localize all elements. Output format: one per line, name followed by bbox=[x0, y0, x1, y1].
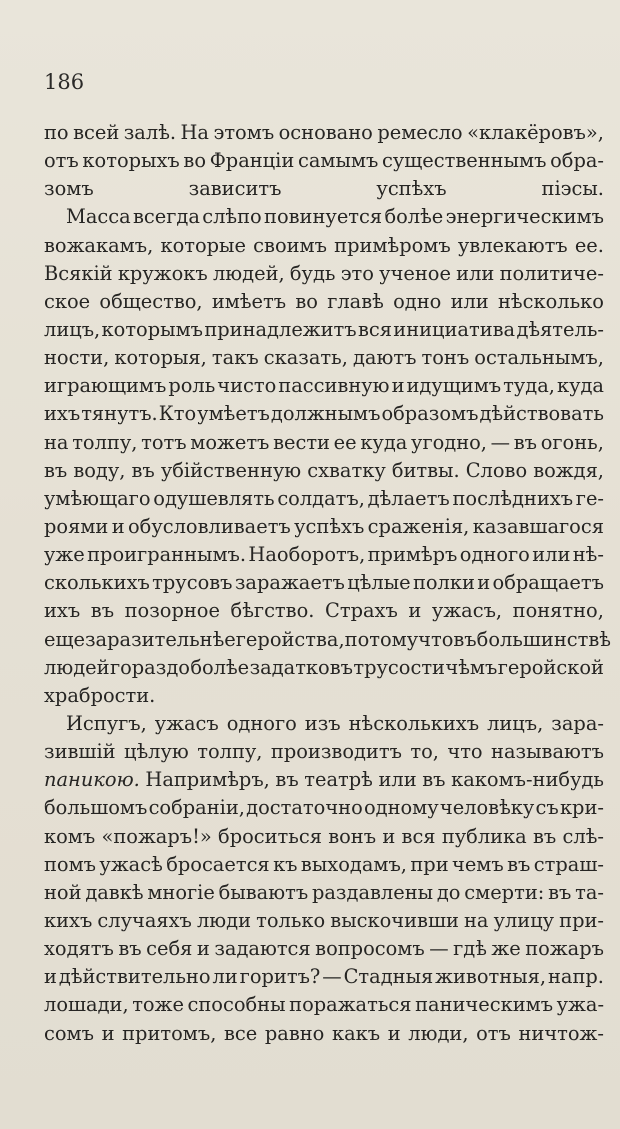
word: притомъ, bbox=[122, 1021, 217, 1045]
word: равно bbox=[264, 1021, 325, 1045]
word: — bbox=[322, 965, 342, 989]
word: примѣръ bbox=[367, 543, 458, 567]
word: ли bbox=[212, 965, 238, 989]
word: ее bbox=[333, 430, 357, 454]
word: называютъ bbox=[491, 740, 604, 764]
word: во bbox=[183, 149, 207, 173]
word: въ bbox=[453, 627, 477, 651]
text-line bbox=[44, 851, 604, 879]
word: въ bbox=[513, 430, 538, 454]
word: одному bbox=[363, 796, 439, 820]
word: чисто bbox=[217, 374, 277, 398]
word: въ bbox=[422, 768, 446, 792]
word: пожаръ bbox=[525, 937, 604, 961]
text-line bbox=[44, 429, 604, 457]
word: дѣйствительно bbox=[58, 965, 211, 989]
text-line bbox=[44, 907, 604, 935]
paragraph bbox=[44, 203, 611, 710]
word: улицу bbox=[493, 908, 555, 932]
word: ужасѣ bbox=[99, 852, 163, 876]
word: производитъ bbox=[270, 740, 402, 764]
word: обусловливаетъ bbox=[127, 514, 291, 538]
word: только bbox=[256, 908, 326, 932]
word: вожакамъ, bbox=[44, 233, 154, 257]
word: въ bbox=[275, 768, 299, 792]
word: умѣющаго bbox=[44, 486, 151, 510]
word: піэсы. bbox=[541, 177, 604, 201]
word: большинствѣ bbox=[476, 627, 611, 651]
word: раздавлены bbox=[311, 880, 434, 904]
word: чѣмъ bbox=[445, 655, 498, 679]
word: слѣпо bbox=[202, 205, 262, 229]
text-line bbox=[44, 457, 604, 485]
word: вся bbox=[401, 824, 436, 848]
word: ужасъ bbox=[154, 711, 219, 735]
word: комъ bbox=[44, 824, 96, 848]
word: или bbox=[378, 768, 417, 792]
word: заразительнѣе bbox=[84, 627, 236, 651]
text-line bbox=[44, 626, 611, 654]
word: одного bbox=[459, 543, 530, 567]
word: лицъ, bbox=[487, 711, 544, 735]
word: всегда bbox=[133, 205, 200, 229]
word: съ bbox=[535, 796, 559, 820]
word: помъ bbox=[44, 852, 97, 876]
word: обра- bbox=[550, 149, 604, 173]
word: одушевлять bbox=[153, 486, 275, 510]
text-line bbox=[44, 794, 604, 822]
word: отъ bbox=[476, 1021, 511, 1045]
word: Страхъ bbox=[325, 599, 398, 623]
word: такъ bbox=[211, 346, 259, 370]
word: страш- bbox=[533, 852, 604, 876]
word: На bbox=[180, 121, 209, 144]
word: успѣхъ bbox=[376, 177, 447, 201]
word: вождя, bbox=[533, 458, 604, 482]
word: ничтож- bbox=[518, 1021, 604, 1045]
word: роль bbox=[168, 374, 216, 398]
word: Наоборотъ, bbox=[248, 543, 366, 567]
word: сколькихъ bbox=[44, 571, 150, 595]
word: тотъ bbox=[141, 430, 187, 454]
word: ихъ bbox=[44, 402, 81, 426]
word: что bbox=[447, 740, 483, 764]
word: и bbox=[408, 599, 422, 623]
word: будь bbox=[289, 261, 336, 285]
text-line bbox=[44, 203, 604, 231]
word: гораздо bbox=[109, 655, 190, 679]
word: ремесло bbox=[377, 121, 463, 144]
word: потому bbox=[344, 627, 419, 651]
word: роями bbox=[44, 514, 109, 538]
text-line bbox=[44, 119, 604, 147]
text-line bbox=[44, 991, 604, 1019]
word: Франціи bbox=[209, 149, 295, 173]
word: можетъ bbox=[190, 430, 270, 454]
word: или bbox=[532, 543, 571, 567]
word: залѣ. bbox=[123, 121, 177, 144]
word: самымъ bbox=[297, 149, 379, 173]
word: болѣе bbox=[190, 655, 250, 679]
word: въ bbox=[44, 458, 68, 482]
word: которымъ bbox=[101, 317, 203, 341]
word: идущимъ bbox=[406, 374, 502, 398]
word: трусовъ bbox=[152, 571, 233, 595]
word: должнымъ bbox=[270, 402, 381, 426]
word: геройской bbox=[497, 655, 604, 679]
word: «пожаръ!» bbox=[101, 824, 212, 848]
text-line bbox=[44, 597, 604, 625]
word: достаточно bbox=[246, 796, 363, 820]
word: Напримѣръ, bbox=[145, 768, 270, 792]
word: давкѣ bbox=[85, 880, 144, 904]
word: играющимъ bbox=[44, 374, 167, 398]
word: и bbox=[477, 571, 491, 595]
word: инициатива bbox=[393, 317, 516, 341]
word: своимъ bbox=[253, 233, 327, 257]
word: дѣйствовать bbox=[479, 402, 604, 426]
word: убійственную bbox=[160, 458, 302, 482]
word: этомъ bbox=[213, 121, 275, 144]
text-line bbox=[44, 513, 604, 541]
word: еще bbox=[44, 627, 85, 651]
text-line bbox=[44, 738, 604, 766]
word: Кто bbox=[158, 402, 197, 426]
word: въ bbox=[118, 937, 142, 961]
word: по bbox=[44, 121, 69, 144]
word: ее. bbox=[574, 233, 604, 257]
text-line bbox=[44, 372, 604, 400]
word: храбрости. bbox=[44, 683, 156, 707]
word: трусости bbox=[353, 655, 445, 679]
word: толпу, bbox=[197, 740, 263, 764]
word: которые bbox=[160, 233, 246, 257]
word: Слово bbox=[465, 458, 528, 482]
word: изъ bbox=[304, 711, 341, 735]
word: Испугъ, bbox=[66, 711, 147, 735]
word: людей bbox=[44, 655, 110, 679]
word: ученое bbox=[379, 261, 451, 285]
word: на bbox=[463, 908, 489, 932]
word: собраніи, bbox=[148, 796, 245, 820]
word: солдатъ, bbox=[277, 486, 365, 510]
text-line bbox=[44, 232, 604, 260]
word: и bbox=[196, 937, 210, 961]
word: уже bbox=[44, 543, 85, 567]
text-line bbox=[44, 147, 604, 175]
word: одно bbox=[393, 289, 442, 313]
word: ужасъ, bbox=[431, 599, 503, 623]
word: образомъ bbox=[381, 402, 479, 426]
word: театрѣ bbox=[304, 768, 373, 792]
word: угодно, bbox=[411, 430, 487, 454]
word: зившій bbox=[44, 740, 116, 764]
text-line bbox=[44, 963, 604, 991]
word: «клакёровъ», bbox=[467, 121, 604, 144]
word: имѣетъ bbox=[211, 289, 287, 313]
word: дѣятель- bbox=[516, 317, 604, 341]
word: тонъ bbox=[421, 346, 470, 370]
word: гдѣ bbox=[453, 937, 487, 961]
word: себя bbox=[146, 937, 193, 961]
word: смерти: bbox=[464, 880, 545, 904]
word: Всякій bbox=[44, 261, 113, 285]
word: отъ bbox=[44, 149, 79, 173]
word: поражаться bbox=[289, 993, 412, 1017]
text-line bbox=[44, 485, 604, 513]
word: Масса bbox=[66, 205, 131, 229]
word: въ bbox=[533, 824, 557, 848]
word: повинуется bbox=[264, 205, 383, 229]
word: напр. bbox=[547, 965, 604, 989]
word: примѣромъ bbox=[334, 233, 451, 257]
text-line bbox=[44, 569, 604, 597]
word: чемъ bbox=[452, 852, 504, 876]
word: людей, bbox=[212, 261, 285, 285]
word: позорное bbox=[124, 599, 220, 623]
word: сомъ bbox=[44, 1021, 94, 1045]
text-line bbox=[44, 823, 604, 851]
word: что bbox=[418, 627, 454, 651]
word: во bbox=[295, 289, 318, 313]
word: туда, bbox=[503, 374, 555, 398]
word: то, bbox=[410, 740, 439, 764]
text-line bbox=[44, 879, 604, 907]
word: умѣетъ bbox=[197, 402, 270, 426]
word: случаяхъ bbox=[97, 908, 192, 932]
word: обращаетъ bbox=[492, 571, 604, 595]
text-line bbox=[44, 710, 604, 738]
word: многіе bbox=[147, 880, 215, 904]
word: и bbox=[391, 374, 405, 398]
word: задатковъ bbox=[249, 655, 353, 679]
word: ихъ bbox=[44, 599, 81, 623]
word: которыя, bbox=[114, 346, 207, 370]
word: зависитъ bbox=[188, 177, 282, 201]
word: при bbox=[410, 852, 449, 876]
word: схватку bbox=[307, 458, 386, 482]
text-line bbox=[44, 935, 604, 963]
word: вопросомъ bbox=[315, 937, 425, 961]
word: и bbox=[101, 1021, 115, 1045]
word: лицъ, bbox=[44, 317, 101, 341]
text-line bbox=[44, 288, 604, 316]
word: все bbox=[223, 1021, 258, 1045]
word: основано bbox=[278, 121, 373, 144]
word: битвы. bbox=[391, 458, 460, 482]
word: и bbox=[44, 965, 57, 989]
word: понятно, bbox=[512, 599, 604, 623]
word: Стадныя bbox=[343, 965, 434, 989]
word: ге- bbox=[575, 486, 604, 510]
word: — bbox=[429, 937, 449, 961]
word: куда bbox=[360, 430, 408, 454]
word: въ bbox=[131, 458, 155, 482]
text-line bbox=[44, 682, 604, 710]
word: ужа- bbox=[556, 993, 604, 1017]
word: же bbox=[491, 937, 521, 961]
word: и bbox=[382, 824, 396, 848]
word: это bbox=[340, 261, 374, 285]
word: ной bbox=[44, 880, 82, 904]
word: при- bbox=[559, 908, 604, 932]
word: которыхъ bbox=[82, 149, 180, 173]
word: выскочивши bbox=[330, 908, 459, 932]
word: люди, bbox=[408, 1021, 469, 1045]
word: ское bbox=[44, 289, 91, 313]
word: горитъ? bbox=[239, 965, 321, 989]
word: въ bbox=[90, 599, 115, 623]
word: заражаетъ bbox=[234, 571, 345, 595]
word: цѣлую bbox=[124, 740, 189, 764]
word: люди bbox=[196, 908, 252, 932]
word: существеннымъ bbox=[381, 149, 547, 173]
word: цѣлые bbox=[347, 571, 411, 595]
text-line bbox=[44, 1020, 604, 1048]
word: тянутъ. bbox=[81, 402, 158, 426]
word: паническимъ bbox=[415, 993, 554, 1017]
word: кихъ bbox=[44, 908, 93, 932]
word: выходамъ, bbox=[300, 852, 407, 876]
word: публика bbox=[441, 824, 527, 848]
word: и bbox=[387, 1021, 401, 1045]
text-line bbox=[44, 654, 604, 682]
word: даютъ bbox=[352, 346, 417, 370]
word: вся bbox=[357, 317, 392, 341]
word: броситься bbox=[218, 824, 322, 848]
word: политиче- bbox=[499, 261, 604, 285]
word: животныя, bbox=[435, 965, 547, 989]
word: та- bbox=[575, 880, 604, 904]
word: въ bbox=[548, 880, 572, 904]
text-line bbox=[44, 766, 604, 794]
page-number: 186 bbox=[44, 70, 85, 94]
word: проиграннымъ. bbox=[87, 543, 247, 567]
word: успѣхъ bbox=[294, 514, 365, 538]
word: кри- bbox=[559, 796, 604, 820]
word: болѣе bbox=[384, 205, 444, 229]
word: дѣлаетъ bbox=[367, 486, 450, 510]
text-line bbox=[44, 541, 604, 569]
word: паникою. bbox=[44, 768, 140, 792]
word: слѣ- bbox=[562, 824, 604, 848]
word: полки bbox=[412, 571, 475, 595]
word: бѣгство. bbox=[230, 599, 315, 623]
body-text bbox=[44, 119, 611, 1048]
word: принадлежитъ bbox=[204, 317, 357, 341]
word: ности, bbox=[44, 346, 110, 370]
text-line bbox=[44, 316, 604, 344]
word: большомъ bbox=[44, 796, 148, 820]
word: или bbox=[456, 261, 495, 285]
word: вонъ bbox=[328, 824, 377, 848]
text-line bbox=[44, 175, 604, 203]
word: зара- bbox=[551, 711, 604, 735]
word: въ bbox=[507, 852, 531, 876]
word: сраженія, bbox=[367, 514, 470, 538]
word: какомъ-нибудь bbox=[451, 768, 604, 792]
word: ходятъ bbox=[44, 937, 114, 961]
word: зомъ bbox=[44, 177, 94, 201]
word: нѣсколько bbox=[497, 289, 604, 313]
word: послѣднихъ bbox=[452, 486, 574, 510]
word: — bbox=[490, 430, 511, 454]
word: на bbox=[44, 430, 69, 454]
word: энергическимъ bbox=[445, 205, 604, 229]
word: остальнымъ, bbox=[474, 346, 604, 370]
word: способны bbox=[187, 993, 286, 1017]
word: кружокъ bbox=[117, 261, 208, 285]
word: толпу, bbox=[72, 430, 138, 454]
text-line bbox=[44, 260, 604, 288]
paragraph bbox=[44, 710, 604, 1048]
word: къ bbox=[273, 852, 298, 876]
paragraph bbox=[44, 119, 604, 203]
word: геройства, bbox=[235, 627, 345, 651]
word: казавшагося bbox=[472, 514, 604, 538]
word: пассивную bbox=[278, 374, 390, 398]
word: огонь, bbox=[540, 430, 604, 454]
word: общество, bbox=[99, 289, 203, 313]
word: до bbox=[436, 880, 461, 904]
word: увлекаютъ bbox=[457, 233, 568, 257]
word: воду, bbox=[73, 458, 126, 482]
word: бываютъ bbox=[218, 880, 309, 904]
word: сказать, bbox=[263, 346, 348, 370]
text-line bbox=[44, 400, 604, 428]
word: нѣсколькихъ bbox=[348, 711, 480, 735]
word: всей bbox=[73, 121, 120, 144]
word: куда bbox=[556, 374, 604, 398]
word: бросается bbox=[166, 852, 270, 876]
word: главѣ bbox=[327, 289, 384, 313]
word: тоже bbox=[132, 993, 184, 1017]
word: лошади, bbox=[44, 993, 129, 1017]
word: задаются bbox=[214, 937, 311, 961]
word: какъ bbox=[331, 1021, 381, 1045]
word: человѣку bbox=[439, 796, 535, 820]
word: одного bbox=[226, 711, 297, 735]
word: нѣ- bbox=[572, 543, 604, 567]
word: вести bbox=[273, 430, 330, 454]
text-line bbox=[44, 344, 604, 372]
word: и bbox=[111, 514, 125, 538]
word: или bbox=[450, 289, 489, 313]
